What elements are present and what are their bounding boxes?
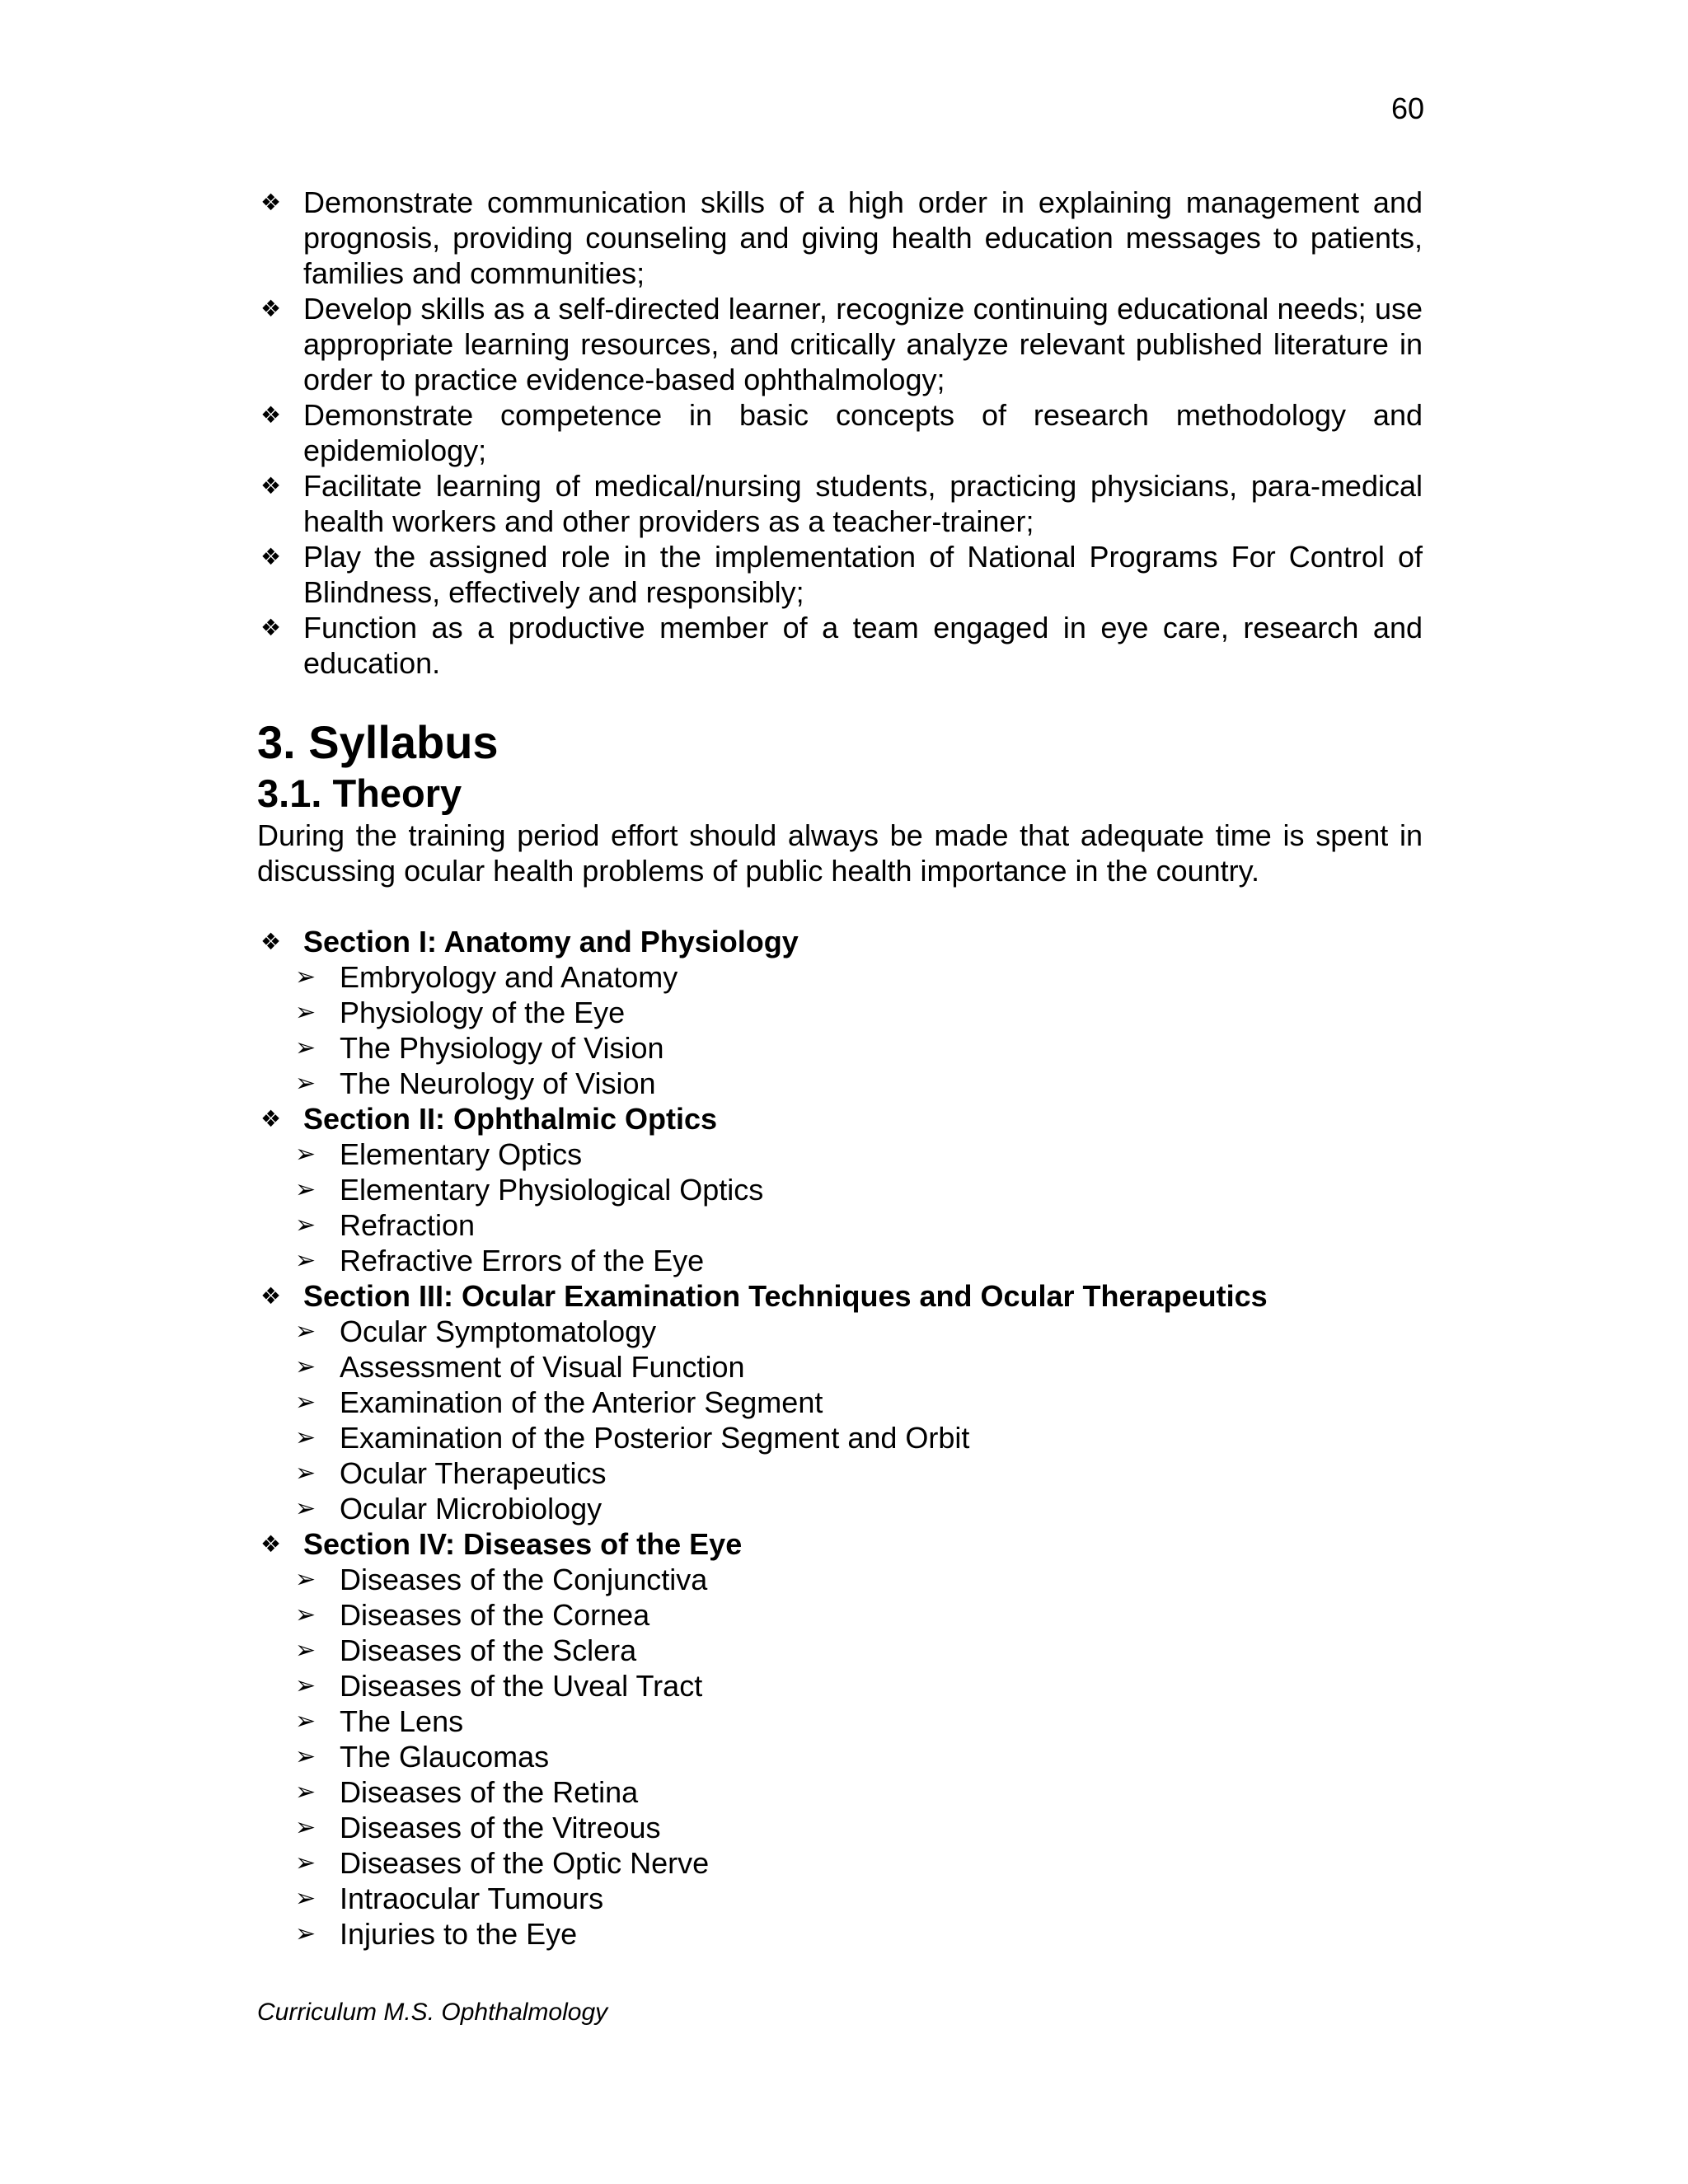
arrow-bullet-icon: ➢ [295, 1919, 316, 1948]
list-item: ➢ Embryology and Anatomy [295, 960, 678, 994]
objective-text: Develop skills as a self-directed learner, recognize continuing educational needs; use appropriate learning resources, and critically analyze relevant published literature in order to practice evidence-based ophthalmology; [303, 292, 1423, 396]
arrow-bullet-icon: ➢ [295, 1778, 316, 1807]
list-item [257, 397, 1423, 468]
arrow-bullet-icon: ➢ [295, 1459, 316, 1488]
list-item: ➢ The Lens [295, 1704, 464, 1738]
arrow-bullet-icon: ➢ [295, 1317, 316, 1346]
list-item: ➢ Intraocular Tumours [295, 1882, 604, 1915]
section-title: ❖ Section II: Ophthalmic Optics [260, 1102, 718, 1136]
list-item: ➢ The Glaucomas [295, 1740, 550, 1774]
list-item: ➢ Diseases of the Sclera [295, 1633, 637, 1667]
section-heading: 3. Syllabus [257, 716, 499, 768]
list-item: ➢ Refractive Errors of the Eye [295, 1244, 705, 1277]
list-item: ➢ Diseases of the Optic Nerve [295, 1846, 710, 1880]
arrow-bullet-icon: ➢ [295, 1352, 316, 1381]
arrow-bullet-icon: ➢ [295, 1175, 316, 1204]
arrow-bullet-icon: ➢ [295, 1033, 316, 1062]
arrow-bullet-icon: ➢ [295, 1742, 316, 1771]
arrow-bullet-icon: ➢ [295, 1565, 316, 1594]
syllabus-section [257, 924, 1423, 1101]
section-topics [257, 1314, 1423, 1526]
list-item: ➢ The Neurology of Vision [295, 1066, 656, 1100]
arrow-bullet-icon: ➢ [295, 1140, 316, 1169]
section-topics [257, 959, 1423, 1101]
syllabus-sections [257, 924, 1423, 1952]
list-item: ➢ Physiology of the Eye [295, 996, 626, 1029]
list-item: ➢ Diseases of the Conjunctiva [295, 1563, 708, 1596]
page-number: 60 [1390, 91, 1424, 125]
diamond-bullet-icon: ❖ [260, 1530, 282, 1558]
list-item: ➢ Diseases of the Retina [295, 1775, 639, 1809]
section-title: ❖ Section I: Anatomy and Physiology [260, 925, 799, 958]
list-item: ➢ Diseases of the Vitreous [295, 1811, 661, 1844]
intro-paragraph: During the training period effort should always be made that adequate time is spent in discussing ocular health problems of public health importance in the country. [257, 818, 1423, 888]
list-item: ➢ Diseases of the Cornea [295, 1598, 650, 1632]
list-item: ➢ Ocular Microbiology [295, 1492, 603, 1526]
arrow-bullet-icon: ➢ [295, 1246, 316, 1275]
arrow-bullet-icon: ➢ [295, 1069, 316, 1098]
list-item: ➢ Diseases of the Uveal Tract [295, 1669, 703, 1703]
list-item [257, 539, 1423, 610]
page-footer: Curriculum M.S. Ophthalmology [257, 1999, 608, 2026]
diamond-bullet-icon: ❖ [260, 928, 282, 955]
list-item: ➢ Ocular Therapeutics [295, 1456, 607, 1490]
section-title: ❖ Section III: Ocular Examination Techniques and Ocular Therapeutics [260, 1279, 1268, 1313]
list-item [257, 468, 1423, 539]
diamond-bullet-icon: ❖ [260, 472, 282, 499]
objective-text: Play the assigned role in the implementation of National Programs For Control of Blindness, effectively and responsibly; [303, 540, 1423, 609]
list-item: ➢ Assessment of Visual Function [295, 1350, 745, 1384]
arrow-bullet-icon: ➢ [295, 1813, 316, 1842]
list-item: ➢ Elementary Physiological Optics [295, 1173, 764, 1207]
list-item: ➢ The Physiology of Vision [295, 1031, 664, 1065]
list-item [257, 610, 1423, 681]
arrow-bullet-icon: ➢ [295, 1211, 316, 1240]
list-item [257, 291, 1423, 397]
syllabus-section [257, 1526, 1423, 1952]
diamond-bullet-icon: ❖ [260, 543, 282, 570]
list-item: ➢ Elementary Optics [295, 1137, 583, 1171]
syllabus-section [257, 1278, 1423, 1526]
diamond-bullet-icon: ❖ [260, 614, 282, 641]
objective-text: Facilitate learning of medical/nursing students, practicing physicians, para-medical health workers and other providers as a teacher-trainer; [303, 469, 1423, 538]
subsection-heading: 3.1. Theory [257, 771, 462, 815]
page-content [257, 185, 1423, 1952]
section-title: ❖ Section IV: Diseases of the Eye [260, 1527, 743, 1561]
arrow-bullet-icon: ➢ [295, 963, 316, 991]
arrow-bullet-icon: ➢ [295, 1707, 316, 1736]
arrow-bullet-icon: ➢ [295, 1601, 316, 1629]
list-item: ➢ Refraction [295, 1208, 476, 1242]
arrow-bullet-icon: ➢ [295, 1849, 316, 1877]
section-topics [257, 1562, 1423, 1952]
list-item: ➢ Ocular Symptomatology [295, 1315, 657, 1348]
diamond-bullet-icon: ❖ [260, 295, 282, 322]
objective-text: Demonstrate competence in basic concepts of research methodology and epidemiology; [303, 398, 1423, 467]
diamond-bullet-icon: ❖ [260, 1105, 282, 1132]
diamond-bullet-icon: ❖ [260, 1282, 282, 1310]
syllabus-section [257, 1101, 1423, 1278]
objective-text: Demonstrate communication skills of a high order in explaining management and prognosis, providing counseling and giving health education messages to patients, families and communities; [303, 185, 1423, 290]
arrow-bullet-icon: ➢ [295, 1884, 316, 1913]
diamond-bullet-icon: ❖ [260, 401, 282, 429]
list-item: ➢ Examination of the Anterior Segment [295, 1385, 823, 1419]
arrow-bullet-icon: ➢ [295, 998, 316, 1027]
objective-text: Function as a productive member of a team engaged in eye care, research and education. [303, 611, 1423, 680]
arrow-bullet-icon: ➢ [295, 1636, 316, 1665]
list-item [257, 185, 1423, 291]
section-topics [257, 1137, 1423, 1278]
list-item: ➢ Examination of the Posterior Segment and Orbit [295, 1421, 970, 1455]
list-item: ➢ Injuries to the Eye [295, 1917, 578, 1951]
arrow-bullet-icon: ➢ [295, 1671, 316, 1700]
arrow-bullet-icon: ➢ [295, 1388, 316, 1417]
diamond-bullet-icon: ❖ [260, 189, 282, 216]
arrow-bullet-icon: ➢ [295, 1494, 316, 1523]
objectives-list [257, 185, 1423, 681]
arrow-bullet-icon: ➢ [295, 1423, 316, 1452]
